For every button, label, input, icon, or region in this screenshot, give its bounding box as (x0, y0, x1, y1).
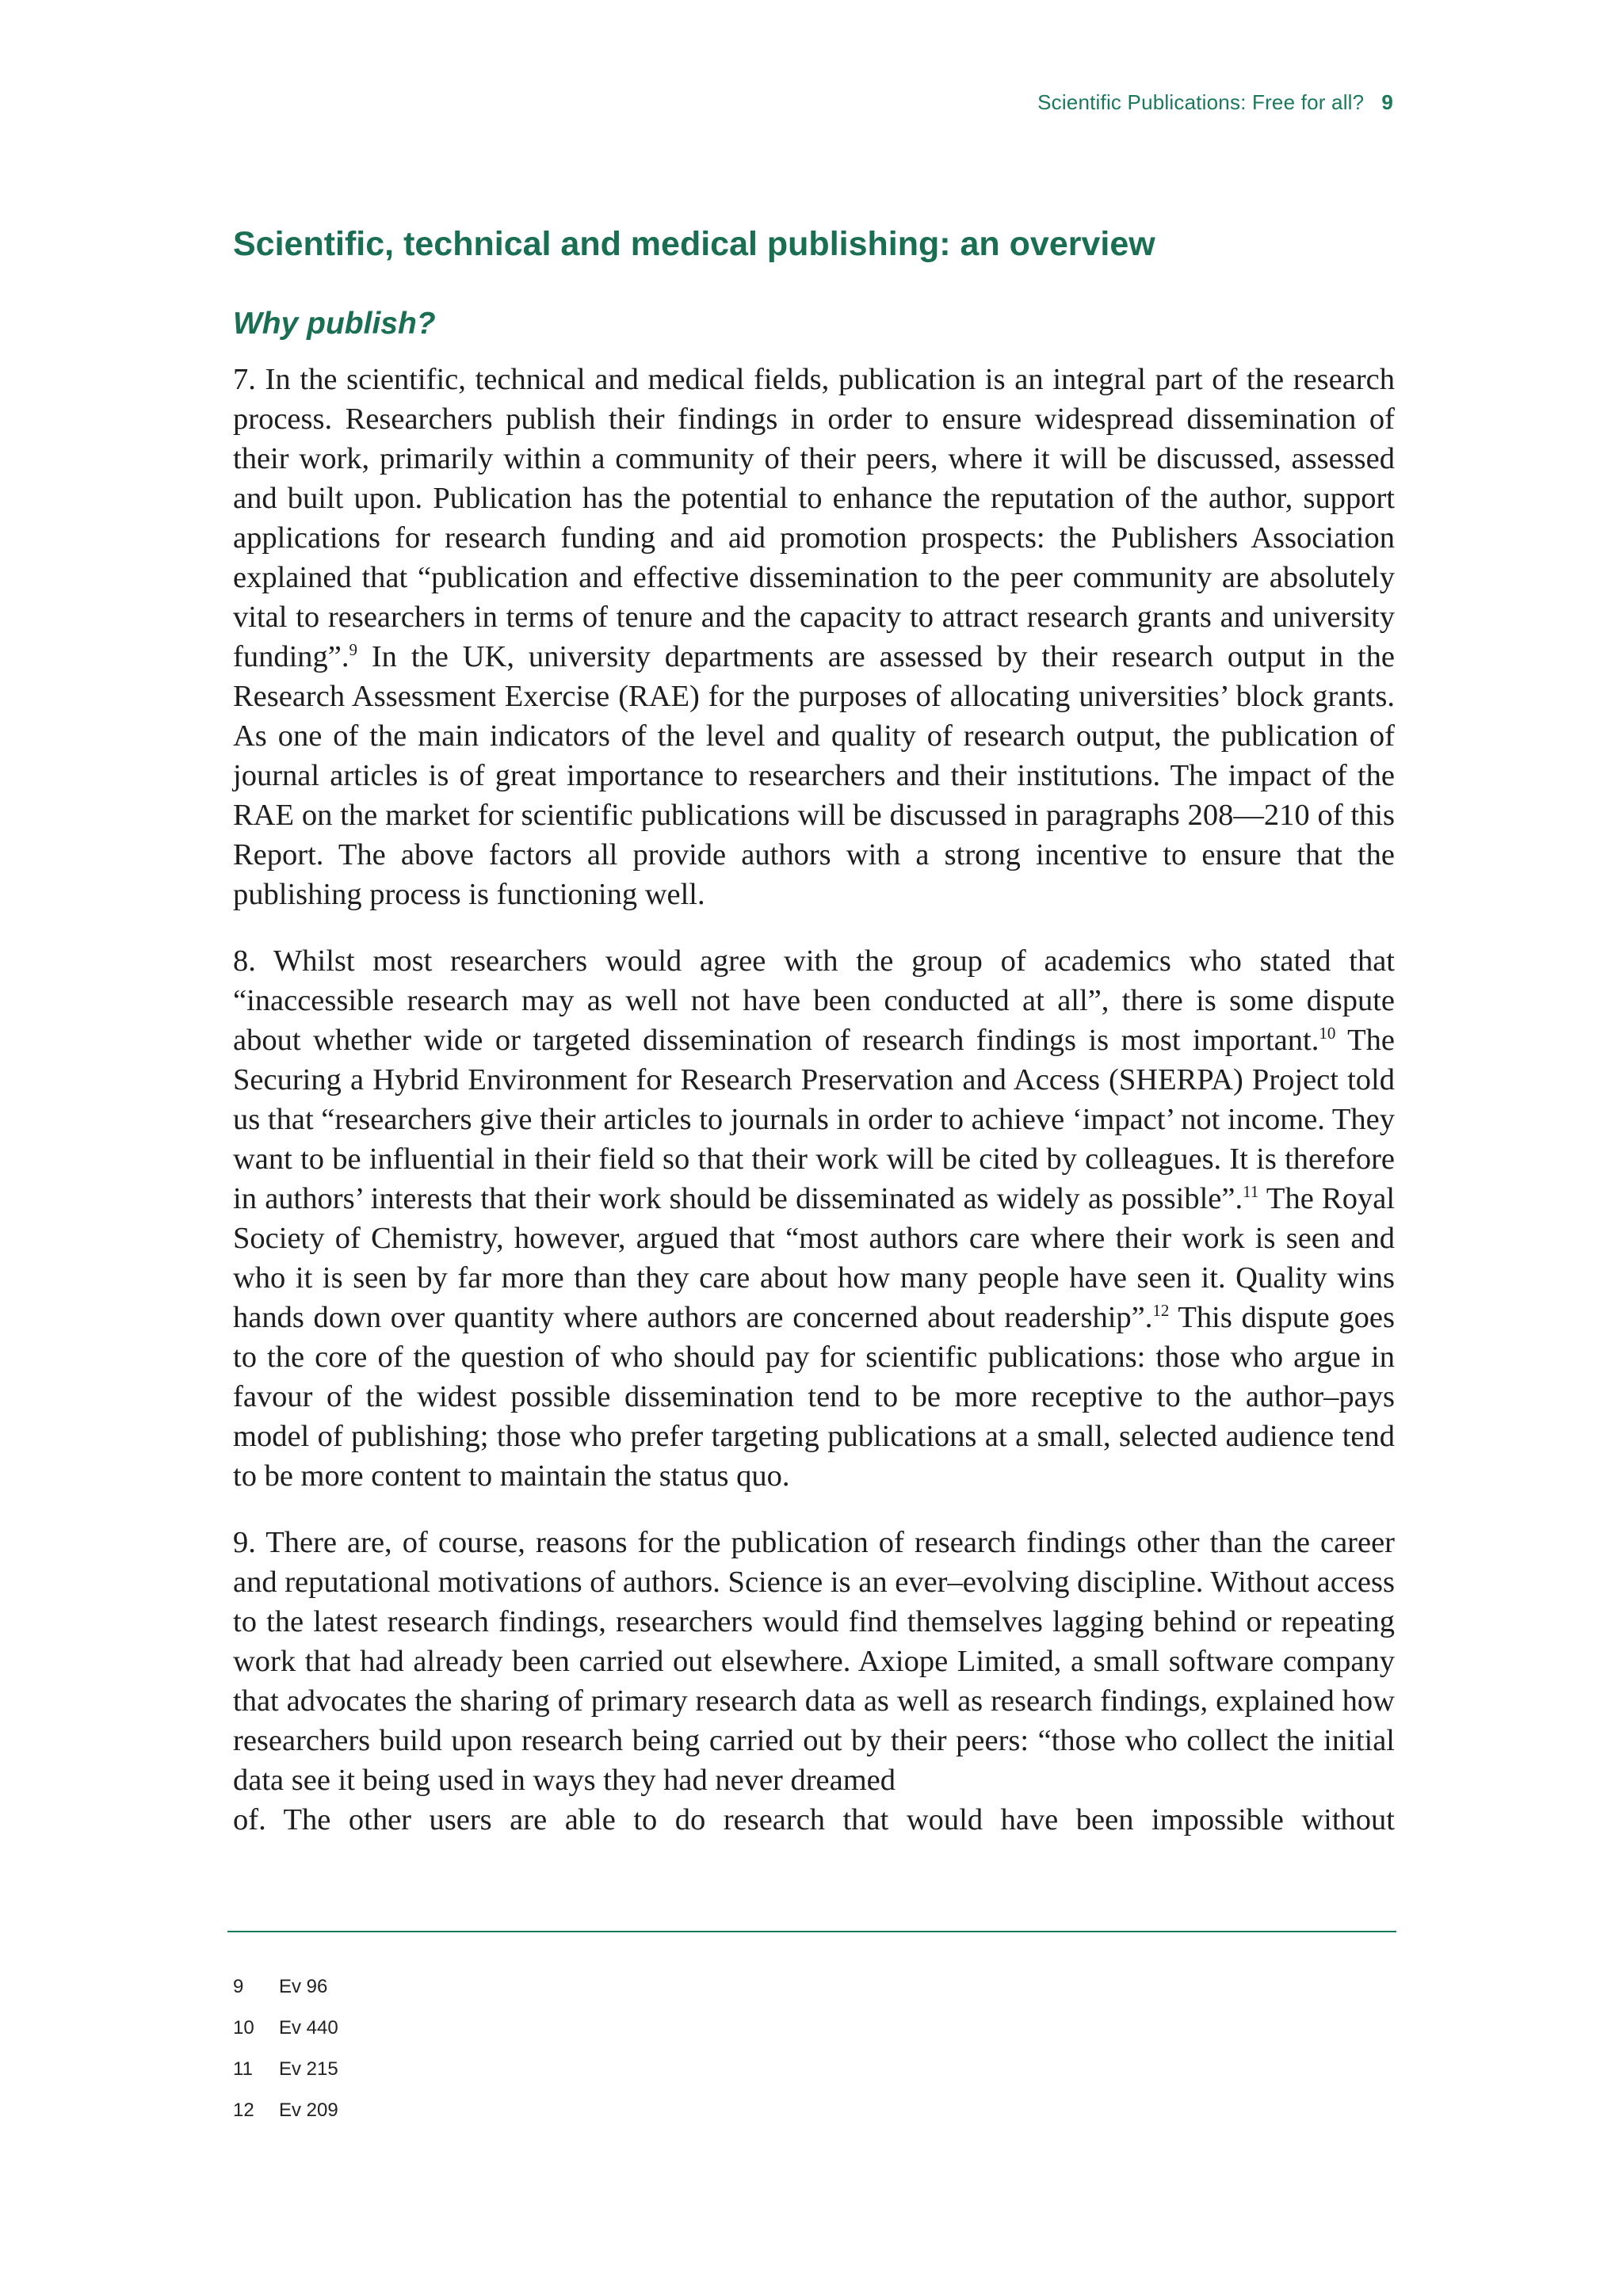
footnote-text: Ev 209 (279, 2100, 338, 2121)
footnote-number: 11 (233, 2058, 253, 2080)
running-title: Scientific Publications: Free for all? (1037, 90, 1365, 114)
subsection-title: Why publish? (233, 307, 436, 341)
footnote-ref-11[interactable]: 11 (1243, 1182, 1259, 1201)
footnote-text: Ev 440 (279, 2017, 338, 2039)
paragraph-7 (233, 360, 1395, 914)
footnote-ref-9[interactable]: 9 (349, 640, 357, 659)
paragraph-text: 9. There are, of course, reasons for the publication of research findings other than the career and reputational motivations of authors. Science is an ever–evolving discipline. Without access to the latest research findings, researchers would find themselves lagging behind or repeating work that had already been carried out elsewhere. Axiope Limited, a small software company that advocates the sharing of primary research data as well as research findings, explained how researchers build upon research being carried out by their peers: “those who collect the initial data see it being used in ways they had never dreamed (233, 1526, 1395, 1797)
paragraph-9 (233, 1523, 1395, 1840)
footnote-item (233, 2058, 338, 2099)
paragraph-continued-line: of. The other users are able to do research that would have been impossible without (233, 1803, 1395, 1836)
page-number: 9 (1381, 90, 1393, 114)
footnote-text: Ev 215 (279, 2058, 338, 2080)
footnote-item (233, 2016, 338, 2058)
footnote-text: Ev 96 (279, 1976, 328, 1997)
paragraph-text: This dispute goes to the core of the question of who should pay for scientific publications: those who argue in favour of the widest possible dissemination tend to be more receptive to the author–pays model of publishing; those who prefer targeting publications at a small, selected audience tend to be more content to maintain the status quo. (233, 1301, 1395, 1493)
section-title: Scientific, technical and medical publishing: an overview (233, 225, 1155, 263)
paragraph-text: 8. Whilst most researchers would agree with the group of academics who stated that “inaccessible research may as well not have been conducted at all”, there is some dispute about whether wide or targeted dissemination of research findings is most important. (233, 944, 1395, 1057)
main-content (233, 222, 1395, 1840)
footnote-ref-12[interactable]: 12 (1152, 1301, 1170, 1320)
footnote-number: 10 (233, 2017, 254, 2039)
paragraph-8 (233, 941, 1395, 1496)
footnotes (233, 1975, 338, 2140)
footnote-item (233, 2099, 338, 2140)
footnote-item (233, 1975, 338, 2016)
footnote-number: 12 (233, 2100, 254, 2121)
footnote-divider (227, 1931, 1396, 1932)
running-header (1037, 90, 1393, 115)
paragraph-text: The Royal Society of Chemistry, however, argued that “most authors care where their work is seen and who it is seen by far more than they care about how many people have seen it. Quality wins hands down over quantity where authors are concerned about readership”. (233, 1182, 1396, 1334)
paragraph-text: 7. In the scientific, technical and medical fields, publication is an integral part of the research process. Researchers publish their findings in order to ensure widespread dissemination of their work, primarily within a community of their peers, where it will be discussed, assessed and built upon. Publication has the potential to enhance the reputation of the author, support applications for research funding and aid promotion prospects: the Publishers Association explained that “publication and effective dissemination to the peer community are absolutely vital to researchers in terms of tenure and the capacity to attract research grants and university funding”. (233, 363, 1395, 673)
paragraph-text: In the UK, university departments are assessed by their research output in the Research Assessment Exercise (RAE) for the purposes of allocating universities’ block grants. As one of the main indicators of the level and quality of research output, the publication of journal articles is of great importance to researchers and their institutions. The impact of the RAE on the market for scientific publications will be discussed in paragraphs 208—210 of this Report. The above factors all provide authors with a strong incentive to ensure that the publishing process is functioning well. (233, 640, 1395, 911)
paragraph-text: The Securing a Hybrid Environment for Research Preservation and Access (SHERPA) Project told us that “researchers give their articles to journals in order to achieve ‘impact’ not income. They want to be influential in their field so that their work will be cited by colleagues. It is therefore in authors’ interests that their work should be disseminated as widely as possible”. (233, 1024, 1395, 1215)
footnote-ref-10[interactable]: 10 (1319, 1024, 1336, 1043)
footnote-number: 9 (233, 1976, 244, 1997)
